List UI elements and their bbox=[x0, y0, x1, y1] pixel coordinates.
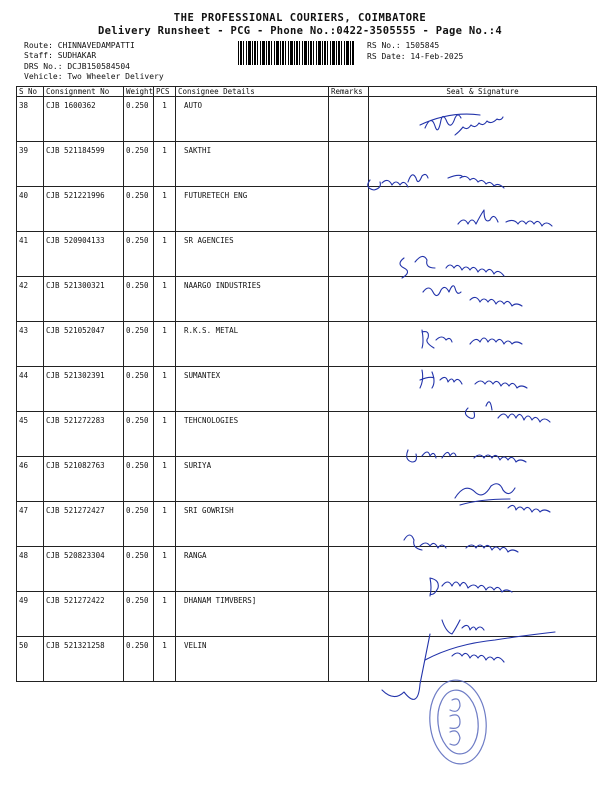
table-row bbox=[17, 457, 597, 502]
cell-seal bbox=[369, 457, 597, 502]
cell-sno: 47 bbox=[17, 502, 44, 547]
cell-consignment: CJB 521221996 bbox=[44, 187, 124, 232]
cell-weight: 0.250 bbox=[124, 187, 154, 232]
cell-remarks bbox=[329, 502, 369, 547]
table-row bbox=[17, 502, 597, 547]
cell-consignment: CJB 520904133 bbox=[44, 232, 124, 277]
cell-seal bbox=[369, 637, 597, 682]
cell-remarks bbox=[329, 367, 369, 412]
cell-sno: 43 bbox=[17, 322, 44, 367]
table-header-row bbox=[17, 87, 597, 97]
cell-weight: 0.250 bbox=[124, 367, 154, 412]
cell-weight: 0.250 bbox=[124, 97, 154, 142]
cell-sno: 40 bbox=[17, 187, 44, 232]
cell-pcs: 1 bbox=[154, 367, 176, 412]
header-remarks: Remarks bbox=[329, 87, 369, 97]
cell-remarks bbox=[329, 637, 369, 682]
table-row bbox=[17, 232, 597, 277]
header-weight: Weight bbox=[124, 87, 154, 97]
table-row bbox=[17, 367, 597, 412]
cell-consignment: CJB 521184599 bbox=[44, 142, 124, 187]
cell-seal bbox=[369, 592, 597, 637]
cell-sno: 42 bbox=[17, 277, 44, 322]
table-row bbox=[17, 592, 597, 637]
cell-consignee: TEHCNOLOGIES bbox=[176, 412, 329, 457]
cell-consignee: DHANAM TIMVBERS] bbox=[176, 592, 329, 637]
cell-weight: 0.250 bbox=[124, 502, 154, 547]
cell-pcs: 1 bbox=[154, 277, 176, 322]
pcg-stamp bbox=[426, 677, 490, 766]
cell-consignee: SR AGENCIES bbox=[176, 232, 329, 277]
table-row bbox=[17, 277, 597, 322]
cell-sno: 38 bbox=[17, 97, 44, 142]
cell-sno: 48 bbox=[17, 547, 44, 592]
cell-seal bbox=[369, 322, 597, 367]
cell-seal bbox=[369, 367, 597, 412]
cell-consignee: R.K.S. METAL bbox=[176, 322, 329, 367]
cell-seal bbox=[369, 547, 597, 592]
cell-weight: 0.250 bbox=[124, 232, 154, 277]
header-sno: S No bbox=[17, 87, 44, 97]
rs-date: RS Date: 14-Feb-2025 bbox=[367, 52, 464, 61]
cell-consignee: SUMANTEX bbox=[176, 367, 329, 412]
cell-consignment: CJB 521321258 bbox=[44, 637, 124, 682]
cell-pcs: 1 bbox=[154, 97, 176, 142]
cell-consignment: CJB 521082763 bbox=[44, 457, 124, 502]
cell-seal bbox=[369, 142, 597, 187]
cell-pcs: 1 bbox=[154, 142, 176, 187]
header-pcs: PCS bbox=[154, 87, 176, 97]
cell-consignment: CJB 521272427 bbox=[44, 502, 124, 547]
cell-pcs: 1 bbox=[154, 502, 176, 547]
header-consignee: Consignee Details bbox=[176, 87, 329, 97]
drs-label: DRS No.: DCJB150584504 bbox=[24, 62, 130, 71]
cell-remarks bbox=[329, 457, 369, 502]
table-row bbox=[17, 142, 597, 187]
runsheet-subtitle: Delivery Runsheet - PCG - Phone No.:0422-3505555 - Page No.:4 bbox=[98, 25, 502, 37]
cell-pcs: 1 bbox=[154, 637, 176, 682]
cell-consignment: CJB 521302391 bbox=[44, 367, 124, 412]
cell-consignee: SURIYA bbox=[176, 457, 329, 502]
cell-weight: 0.250 bbox=[124, 142, 154, 187]
table-row bbox=[17, 637, 597, 682]
cell-consignee: AUTO bbox=[176, 97, 329, 142]
cell-remarks bbox=[329, 547, 369, 592]
cell-consignment: CJB 521272422 bbox=[44, 592, 124, 637]
cell-seal bbox=[369, 502, 597, 547]
cell-remarks bbox=[329, 187, 369, 232]
cell-consignment: CJB 520823304 bbox=[44, 547, 124, 592]
cell-pcs: 1 bbox=[154, 232, 176, 277]
cell-remarks bbox=[329, 322, 369, 367]
table-row bbox=[17, 187, 597, 232]
cell-seal bbox=[369, 277, 597, 322]
cell-sno: 44 bbox=[17, 367, 44, 412]
cell-weight: 0.250 bbox=[124, 547, 154, 592]
staff-label: Staff: SUDHAKAR bbox=[24, 51, 97, 60]
cell-consignee: VELIN bbox=[176, 637, 329, 682]
cell-weight: 0.250 bbox=[124, 412, 154, 457]
cell-remarks bbox=[329, 592, 369, 637]
cell-consignment: CJB 521272283 bbox=[44, 412, 124, 457]
cell-remarks bbox=[329, 277, 369, 322]
cell-consignee: SAKTHI bbox=[176, 142, 329, 187]
vehicle-label: Vehicle: Two Wheeler Delivery bbox=[24, 72, 164, 81]
cell-seal bbox=[369, 412, 597, 457]
cell-pcs: 1 bbox=[154, 457, 176, 502]
cell-seal bbox=[369, 232, 597, 277]
cell-weight: 0.250 bbox=[124, 457, 154, 502]
cell-consignee: RANGA bbox=[176, 547, 329, 592]
runsheet-table bbox=[16, 86, 597, 682]
cell-sno: 50 bbox=[17, 637, 44, 682]
cell-pcs: 1 bbox=[154, 412, 176, 457]
header-consignment: Consignment No bbox=[44, 87, 124, 97]
cell-sno: 49 bbox=[17, 592, 44, 637]
barcode bbox=[238, 41, 354, 65]
cell-remarks bbox=[329, 97, 369, 142]
cell-weight: 0.250 bbox=[124, 592, 154, 637]
cell-seal bbox=[369, 97, 597, 142]
cell-sno: 45 bbox=[17, 412, 44, 457]
company-title: THE PROFESSIONAL COURIERS, COIMBATORE bbox=[173, 12, 427, 24]
table-row bbox=[17, 322, 597, 367]
cell-remarks bbox=[329, 412, 369, 457]
cell-seal bbox=[369, 187, 597, 232]
cell-sno: 39 bbox=[17, 142, 44, 187]
cell-remarks bbox=[329, 142, 369, 187]
table-row bbox=[17, 97, 597, 142]
cell-remarks bbox=[329, 232, 369, 277]
cell-consignee: NAARGO INDUSTRIES bbox=[176, 277, 329, 322]
cell-consignment: CJB 521300321 bbox=[44, 277, 124, 322]
route-label: Route: CHINNAVEDAMPATTI bbox=[24, 41, 135, 50]
cell-pcs: 1 bbox=[154, 322, 176, 367]
cell-weight: 0.250 bbox=[124, 637, 154, 682]
cell-consignment: CJB 1600362 bbox=[44, 97, 124, 142]
rs-number: RS No.: 1505845 bbox=[367, 41, 440, 50]
cell-pcs: 1 bbox=[154, 187, 176, 232]
cell-consignment: CJB 521052047 bbox=[44, 322, 124, 367]
cell-weight: 0.250 bbox=[124, 322, 154, 367]
cell-sno: 46 bbox=[17, 457, 44, 502]
cell-weight: 0.250 bbox=[124, 277, 154, 322]
table-row bbox=[17, 412, 597, 457]
cell-pcs: 1 bbox=[154, 592, 176, 637]
header-seal: Seal & Signature bbox=[369, 87, 597, 97]
cell-consignee: FUTURETECH ENG bbox=[176, 187, 329, 232]
table-row bbox=[17, 547, 597, 592]
cell-consignee: SRI GOWRISH bbox=[176, 502, 329, 547]
cell-pcs: 1 bbox=[154, 547, 176, 592]
cell-sno: 41 bbox=[17, 232, 44, 277]
